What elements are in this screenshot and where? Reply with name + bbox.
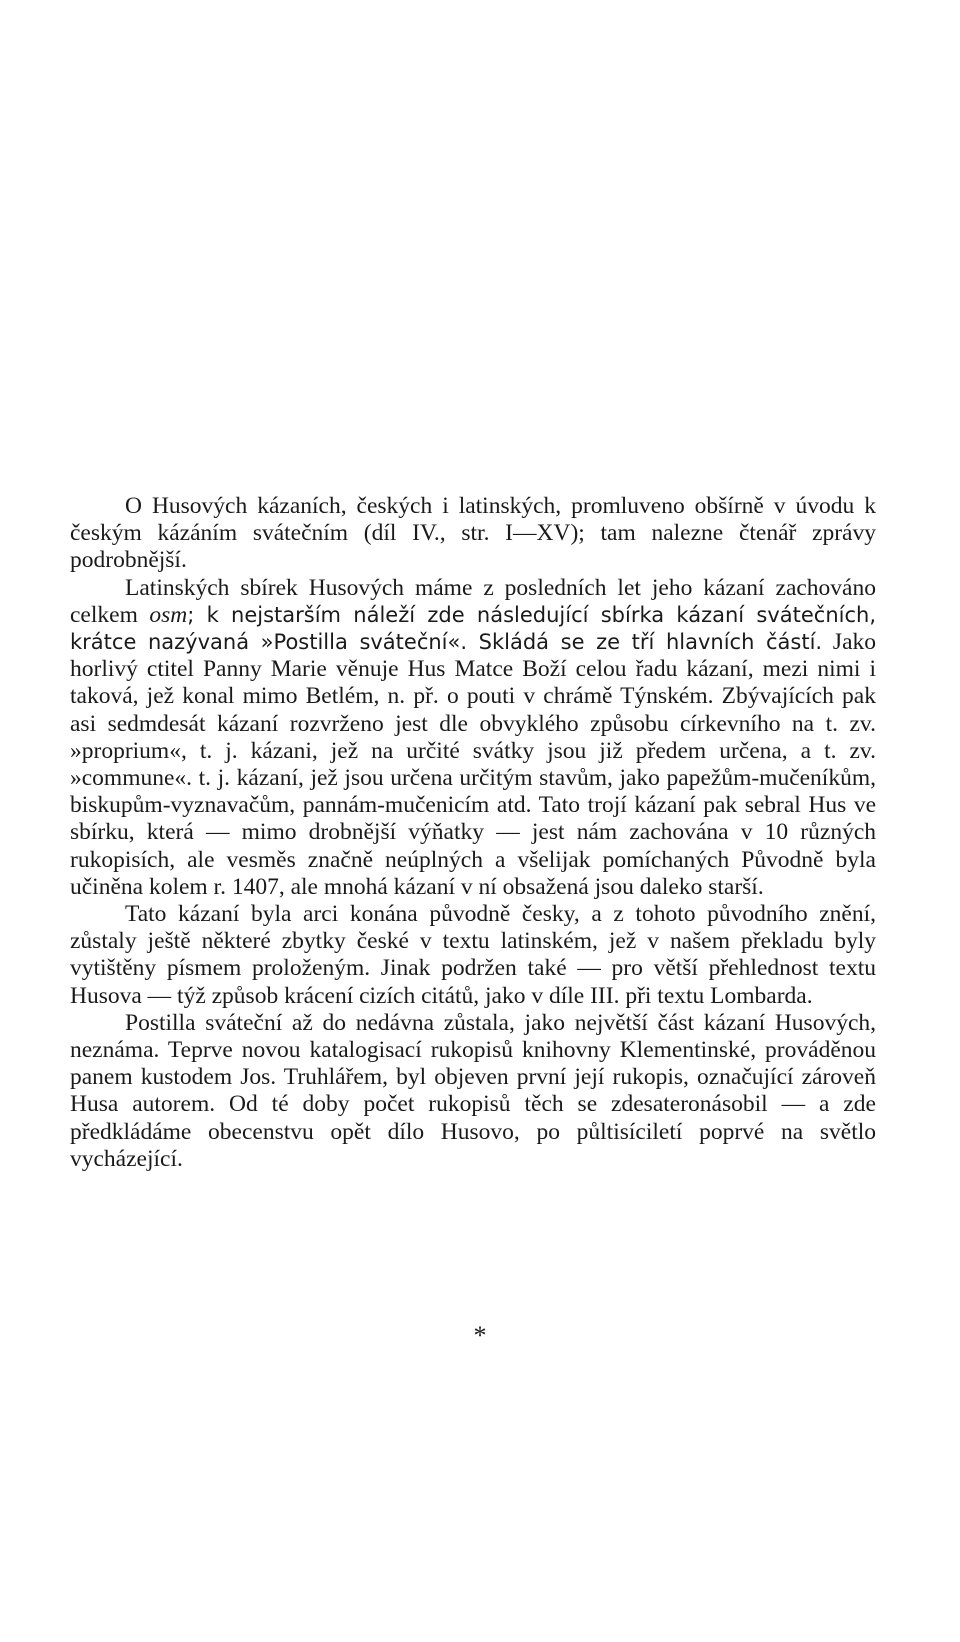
section-separator-asterisk: * [473,1321,487,1350]
italic-word-osm: osm [149,601,188,628]
paragraph-postilla-discovery [70,1010,876,1173]
paragraph-postilla-discovery-text: Postilla sváteční až do nedávna zůstala, jako největší část kázaní Husových, neznáma. Teprve novou katalogisací rukopisů knihovny Klementinské, prováděnou panem kustodem Jos. Truhlářem, byl objeven první její rukopis, označující zároveň Husa autorem. Od té doby počet rukopisů těch se zdesateronásobil — a zde předkládáme obecenstvu opět dílo Husovo, po půltisíciletí poprvé na světlo vycházející. [70,1009,876,1172]
paragraph-intro-text: O Husových kázaních, českých i latinských, promluveno obšírně v úvodu k českým kázáním svátečním (díl IV., str. I—XV); tam nalezne čtenář zprávy podrobnější. [70,493,876,574]
paragraph-latin-collections [70,575,876,901]
paragraph-latin-collections-text-1: Latinských sbírek Husových máme z posledních let jeho kázaní zachováno celkem [70,574,876,628]
paragraph-intro [70,493,876,575]
paragraph-latin-collections-sans-run: ; k nejstarším náleží zde následující sbírka kázaní svátečních, krátce nazývaná »Postilla sváteční«. Skládá se ze tří hlavních částí. [70,602,876,655]
paragraph-czech-origin [70,901,876,1010]
paragraph-latin-collections-text-2: Jako horlivý ctitel Panny Marie věnuje Hus Matce Boží celou řadu kázaní, mezi nimi i taková, jež konal mimo Betlém, n. př. o pouti v chrámě Týnském. Zbývajících pak asi sedmdesát kázaní rozvrženo jest dle obvyklého způsobu církevního na t. zv. »proprium«, t. j. kázani, jež na určité svátky jsou již předem určena, a t. zv. »commune«. t. j. kázaní, jež jsou určena určitým stavům, jako papežům-mučeníkům, biskupům-vyznavačům, pannám-mučenicím atd. Tato trojí kázaní pak sebral Hus ve sbírku, která — mimo drobnější výňatky — jest nám zachována v 10 různých rukopisích, ale vesměs značně neúplných a všelijak pomíchaných Původně byla učiněna kolem r. 1407, ale mnohá kázaní v ní obsažená jsou daleko starší. [70,629,877,900]
paragraph-czech-origin-text: Tato kázaní byla arci konána původně česky, a z tohoto původního znění, zůstaly ještě některé zbytky české v textu latinském, jež v našem překladu byly vytištěny písmem proloženým. Jinak podržen také — pro větší přehlednost textu Husova — týž způsob krácení cizích citátů, jako v díle III. při textu Lombarda. [70,901,876,1009]
main-text-block [70,493,876,1173]
